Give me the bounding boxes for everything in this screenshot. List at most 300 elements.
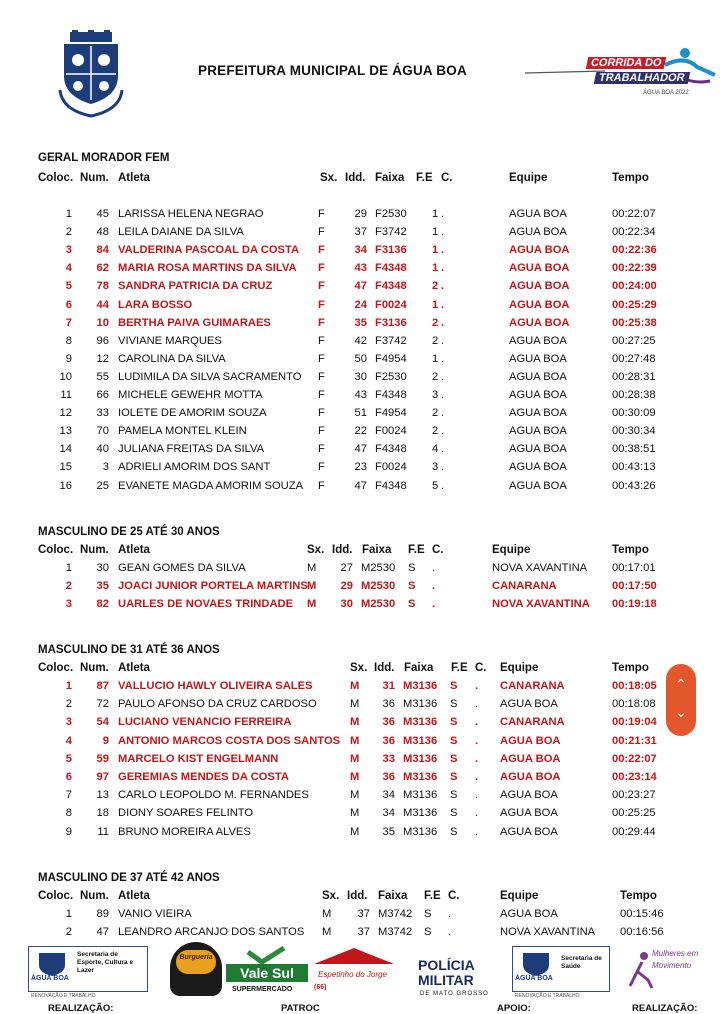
cell-faixa: F4348	[375, 389, 407, 401]
espetinho-label: Espetinho do Jorge	[318, 970, 387, 979]
cell-pos: 4	[65, 262, 72, 275]
cell-idd: 33	[382, 752, 395, 765]
cell-sx: M	[350, 716, 360, 729]
column-header-atleta: Atleta	[118, 890, 150, 902]
cell-sx: M	[350, 807, 360, 820]
cell-num: 48	[96, 226, 109, 239]
cell-sx: M	[322, 926, 332, 939]
cell-team: AGUA BOA	[509, 316, 570, 329]
cell-fe: S	[450, 771, 458, 783]
table-row	[0, 562, 720, 580]
cell-pos: 2	[65, 226, 72, 239]
check-logo-icon	[246, 946, 286, 964]
column-header-faixa: Faixa	[375, 172, 405, 184]
cell-fe: 3	[432, 389, 439, 401]
column-header-fe: F.E	[408, 544, 425, 556]
sponsor-espetinho	[312, 946, 396, 992]
cell-pos: 3	[65, 598, 72, 611]
cell-fe: 3	[432, 461, 439, 474]
cell-c: .	[475, 680, 479, 692]
cell-time: 00:27:25	[612, 334, 656, 347]
cell-team: AGUA BOA	[509, 244, 570, 257]
cell-sx: F	[318, 389, 325, 401]
cell-team: AGUA BOA	[509, 407, 567, 420]
cell-time: 00:30:34	[612, 425, 656, 438]
cell-c: .	[441, 334, 445, 347]
cell-fe: 1	[432, 298, 439, 311]
cell-name: VIVIANE MARQUES	[118, 334, 222, 347]
roof-logo-icon	[312, 946, 396, 966]
cell-time: 00:21:31	[612, 734, 657, 747]
column-header-faixa: Faixa	[378, 890, 408, 902]
cell-idd: 37	[357, 926, 370, 939]
column-header-idd: Idd.	[332, 544, 353, 556]
cell-time: 00:19:04	[612, 716, 657, 729]
cell-idd: 31	[382, 680, 395, 692]
cell-team: AGUA BOA	[509, 208, 567, 220]
table-row	[0, 335, 720, 353]
cell-name: VALLUCIO HAWLY OLIVEIRA SALES	[118, 680, 313, 692]
column-header-atleta: Atleta	[118, 172, 150, 184]
column-header-num: Num.	[80, 662, 109, 674]
apoio-policia-militar	[418, 958, 506, 998]
cell-idd: 36	[382, 771, 395, 783]
cell-pos: 8	[65, 807, 72, 820]
cell-sx: F	[318, 208, 325, 220]
column-header-c: C.	[432, 544, 444, 556]
table-row	[0, 262, 720, 280]
cell-idd: 22	[354, 425, 367, 438]
cell-name: GEAN GOMES DA SILVA	[118, 562, 246, 574]
cell-name: VALDERINA PASCOAL DA COSTA	[118, 244, 300, 257]
cell-team: AGUA BOA	[500, 908, 558, 920]
cell-fe: S	[450, 680, 458, 692]
municipal-crest-icon	[58, 30, 124, 120]
cell-time: 00:18:08	[612, 698, 656, 711]
cell-num: 55	[96, 370, 109, 383]
cell-fe: 1	[432, 352, 439, 365]
cell-fe: S	[424, 926, 432, 939]
cell-idd: 29	[340, 580, 353, 593]
cell-sx: M	[307, 580, 317, 593]
table-row	[0, 680, 720, 698]
cell-team: AGUA BOA	[509, 461, 567, 474]
cell-fe: S	[450, 789, 458, 802]
section-title: MASCULINO DE 37 ATÉ 42 ANOS	[38, 872, 220, 884]
cell-sx: M	[350, 734, 360, 747]
cell-team: AGUA BOA	[500, 734, 561, 747]
cell-idd: 51	[354, 407, 367, 420]
cell-num: 96	[96, 334, 109, 347]
cell-name: LEANDRO ARCANJO DOS SANTOS	[118, 926, 305, 939]
table-row	[0, 807, 720, 825]
realizacao-label-2: REALIZAÇÃO:	[632, 1003, 698, 1014]
cell-name: LARISSA HELENA NEGRAO	[118, 208, 264, 220]
sponsor-burgueria	[170, 942, 222, 996]
event-subtitle: ÁGUA BOA 2022	[643, 90, 689, 96]
cell-num: 12	[96, 352, 109, 365]
cell-num: 84	[96, 244, 109, 257]
cell-num: 13	[96, 789, 109, 802]
column-header-fe: F.E	[451, 662, 468, 674]
cell-idd: 23	[354, 461, 367, 474]
table-row	[0, 317, 720, 335]
cell-faixa: F4954	[375, 407, 407, 420]
cell-faixa: F0024	[375, 298, 407, 311]
cell-sx: F	[318, 479, 325, 492]
cell-faixa: M3136	[403, 680, 438, 692]
cell-name: EVANETE MAGDA AMORIM SOUZA	[118, 479, 304, 492]
cell-fe: 1	[432, 244, 439, 257]
cell-idd: 34	[382, 807, 395, 820]
cell-faixa: M2530	[361, 598, 396, 611]
cell-fe: 2	[432, 280, 439, 293]
cell-fe: 2	[432, 370, 439, 383]
patrocinio-label: PATROC	[281, 1003, 320, 1014]
column-header-c: C.	[475, 662, 487, 674]
cell-faixa: M3136	[403, 716, 438, 729]
cell-time: 00:15:46	[620, 908, 664, 920]
cell-c: .	[441, 298, 445, 311]
cell-idd: 43	[354, 262, 367, 275]
cell-sx: F	[318, 334, 325, 347]
cell-num: 97	[96, 771, 109, 783]
cell-idd: 37	[357, 908, 370, 920]
cell-team: AGUA BOA	[509, 280, 570, 293]
cell-fe: 1	[432, 226, 439, 239]
cell-c: .	[432, 562, 436, 574]
cell-pos: 1	[65, 562, 72, 574]
cell-name: LEILA DAIANE DA SILVA	[118, 226, 244, 239]
cell-name: LUDIMILA DA SILVA SACRAMENTO	[118, 370, 302, 383]
cell-name: CARLO LEOPOLDO M. FERNANDES	[118, 789, 309, 802]
cell-idd: 36	[382, 734, 395, 747]
cell-num: 47	[96, 926, 109, 939]
cell-num: 18	[96, 807, 109, 820]
cell-sx: M	[322, 908, 332, 920]
cell-faixa: F3742	[375, 226, 407, 239]
cell-name: LARA BOSSO	[118, 298, 193, 311]
cell-sx: F	[318, 244, 325, 257]
cell-team: CANARANA	[500, 680, 565, 692]
cell-team: AGUA BOA	[500, 771, 561, 783]
cell-pos: 2	[65, 926, 72, 939]
cell-faixa: F3742	[375, 334, 407, 347]
cell-team: AGUA BOA	[509, 443, 567, 456]
cell-sx: M	[350, 789, 360, 802]
cell-c: .	[441, 461, 445, 474]
cell-team: AGUA BOA	[509, 262, 570, 275]
cell-c: .	[441, 352, 445, 365]
cell-pos: 6	[65, 771, 72, 783]
cell-num: 44	[96, 298, 109, 311]
column-header-atleta: Atleta	[118, 662, 150, 674]
cell-faixa: F4954	[375, 352, 407, 365]
event-title-line2: TRABALHADOR	[594, 72, 690, 84]
cell-name: CAROLINA DA SILVA	[118, 352, 226, 365]
cell-faixa: F3136	[375, 244, 407, 257]
cell-num: 66	[96, 389, 109, 401]
cell-c: .	[475, 807, 479, 820]
cell-pos: 13	[59, 425, 72, 438]
cell-idd: 36	[382, 698, 395, 711]
cell-c: .	[432, 580, 436, 593]
cell-num: 89	[96, 908, 109, 920]
cell-pos: 1	[65, 208, 72, 220]
cell-time: 00:27:48	[612, 352, 656, 365]
cell-team: AGUA BOA	[509, 370, 567, 383]
cell-faixa: M3136	[403, 698, 438, 711]
event-title-line1: CORRIDA DO	[586, 57, 667, 69]
cell-fe: S	[450, 734, 458, 747]
table-row	[0, 425, 720, 443]
column-header-equipe: Equipe	[500, 890, 539, 902]
column-header-num: Num.	[80, 890, 109, 902]
cell-faixa: F4348	[375, 479, 407, 492]
cell-c: .	[441, 226, 445, 239]
scroll-control[interactable]	[666, 664, 696, 736]
cell-sx: M	[350, 771, 360, 783]
cell-time: 00:38:51	[612, 443, 656, 456]
column-header-atleta: Atleta	[118, 544, 150, 556]
chevron-up-icon[interactable]: ⌃	[675, 676, 687, 692]
vale-sul-sub: SUPERMERCADO	[232, 986, 293, 993]
table-row	[0, 753, 720, 771]
table-row	[0, 443, 720, 461]
cell-fe: 1	[432, 262, 439, 275]
event-logo	[525, 45, 720, 105]
column-header-sx: Sx.	[320, 172, 338, 184]
cell-name: JOACI JUNIOR PORTELA MARTINS	[118, 580, 308, 593]
table-row	[0, 580, 720, 598]
cell-fe: S	[450, 716, 458, 729]
agua-boa-crest-icon	[35, 951, 69, 977]
sponsor-tagline: RENOVAÇÃO E TRABALHO	[31, 993, 96, 999]
cell-name: ANTONIO MARCOS COSTA DOS SANTOS	[118, 734, 341, 747]
column-header-tempo: Tempo	[620, 890, 657, 902]
cell-pos: 1	[65, 908, 72, 920]
cell-team: AGUA BOA	[500, 789, 558, 802]
sponsors-footer	[0, 940, 720, 1014]
column-header-idd: Idd.	[347, 890, 368, 902]
cell-fe: 4	[432, 443, 439, 456]
table-row	[0, 371, 720, 389]
cell-faixa: F3136	[375, 316, 407, 329]
cell-pos: 15	[59, 461, 72, 474]
table-row	[0, 771, 720, 789]
column-header-num: Num.	[80, 544, 109, 556]
section-title: MASCULINO DE 31 ATÉ 36 ANOS	[38, 644, 220, 656]
column-header-coloc: Coloc.	[38, 172, 74, 184]
cell-pos: 5	[65, 280, 72, 293]
cell-name: DIONY SOARES FELINTO	[118, 807, 254, 820]
cell-team: AGUA BOA	[500, 825, 558, 838]
cell-c: .	[475, 698, 479, 711]
column-header-equipe: Equipe	[509, 172, 548, 184]
cell-time: 00:22:34	[612, 226, 656, 239]
cell-pos: 7	[65, 316, 72, 329]
cell-idd: 47	[354, 443, 367, 456]
cell-c: .	[441, 389, 445, 401]
cell-faixa: F4348	[375, 262, 407, 275]
cell-num: 3	[102, 461, 109, 474]
cell-num: 59	[96, 752, 109, 765]
sponsor-city-label: ÁGUA BOA	[31, 975, 69, 982]
cell-sx: F	[318, 443, 325, 456]
cell-pos: 16	[59, 479, 72, 492]
cell-num: 70	[96, 425, 109, 438]
sponsor-vale-sul	[226, 946, 308, 998]
cell-sx: M	[350, 825, 360, 838]
cell-faixa: F0024	[375, 425, 407, 438]
cell-name: GEREMIAS MENDES DA COSTA	[118, 771, 289, 783]
cell-time: 00:22:36	[612, 244, 657, 257]
column-header-sx: Sx.	[322, 890, 340, 902]
cell-num: 9	[102, 734, 109, 747]
cell-team: AGUA BOA	[509, 334, 567, 347]
cell-team: AGUA BOA	[509, 352, 567, 365]
cell-sx: M	[307, 598, 317, 611]
cell-num: 54	[96, 716, 109, 729]
cell-pos: 8	[65, 334, 72, 347]
cell-name: BERTHA PAIVA GUIMARAES	[118, 316, 271, 329]
table-row	[0, 698, 720, 716]
cell-time: 00:22:07	[612, 208, 656, 220]
cell-c: .	[441, 443, 445, 456]
cell-idd: 42	[354, 334, 367, 347]
cell-c: .	[448, 926, 452, 939]
sponsor-dept-label: Secretaria de Esporte, Cultura e Lazer	[77, 951, 133, 974]
cell-sx: F	[318, 425, 325, 438]
cell-idd: 30	[354, 370, 367, 383]
cell-pos: 3	[65, 716, 72, 729]
realizacao-mulheres	[622, 944, 702, 996]
table-row	[0, 407, 720, 425]
cell-num: 35	[96, 580, 109, 593]
cell-pos: 6	[65, 298, 72, 311]
cell-num: 33	[96, 407, 109, 420]
cell-time: 00:23:27	[612, 789, 656, 802]
cell-name: JULIANA FREITAS DA SILVA	[118, 443, 265, 456]
cell-c: .	[441, 280, 445, 293]
cell-time: 00:17:50	[612, 580, 657, 593]
cell-time: 00:30:09	[612, 407, 656, 420]
cell-pos: 1	[65, 680, 72, 692]
cell-c: .	[441, 316, 445, 329]
cell-team: AGUA BOA	[509, 479, 567, 492]
cell-sx: F	[318, 370, 325, 383]
cell-pos: 11	[60, 389, 72, 401]
cell-name: VANIO VIEIRA	[118, 908, 192, 920]
cell-c: .	[475, 789, 479, 802]
table-row	[0, 299, 720, 317]
section-title: MASCULINO DE 25 ATÉ 30 ANOS	[38, 526, 220, 538]
cell-team: AGUA BOA	[509, 298, 570, 311]
cell-faixa: M3742	[378, 908, 413, 920]
cell-fe: 2	[432, 425, 439, 438]
cell-team: AGUA BOA	[500, 807, 558, 820]
cell-c: .	[475, 771, 479, 783]
policia-label: POLÍCIA MILITAR	[418, 957, 475, 988]
cell-time: 00:18:05	[612, 680, 657, 692]
apoio-dept-label: Secretaria de Saúde	[561, 955, 602, 970]
table-row	[0, 598, 720, 616]
cell-sx: M	[350, 752, 360, 765]
chevron-down-icon[interactable]: ⌄	[675, 704, 687, 720]
cell-c: .	[475, 825, 479, 838]
column-header-c: C.	[448, 890, 460, 902]
cell-fe: S	[450, 825, 458, 838]
cell-sx: F	[318, 316, 325, 329]
column-header-coloc: Coloc.	[38, 890, 74, 902]
cell-c: .	[441, 370, 445, 383]
cell-time: 00:43:26	[612, 479, 656, 492]
espetinho-phone: (66)	[314, 984, 327, 991]
cell-time: 00:25:38	[612, 316, 657, 329]
cell-c: .	[441, 479, 445, 492]
cell-team: NOVA XAVANTINA	[492, 562, 588, 574]
cell-pos: 7	[65, 789, 72, 802]
page-header	[0, 0, 720, 130]
cell-c: .	[441, 262, 445, 275]
apoio-label: APOIO:	[497, 1003, 531, 1014]
column-header-faixa: Faixa	[404, 662, 434, 674]
cell-idd: 27	[340, 562, 353, 574]
cell-sx: F	[318, 226, 325, 239]
column-header-sx: Sx.	[350, 662, 368, 674]
cell-c: .	[441, 208, 445, 220]
cell-time: 00:25:25	[612, 807, 656, 820]
table-row	[0, 280, 720, 298]
cell-fe: S	[408, 562, 416, 574]
section-title: GERAL MORADOR FEM	[38, 152, 170, 164]
cell-sx: F	[318, 262, 325, 275]
cell-c: .	[441, 244, 445, 257]
cell-team: AGUA BOA	[509, 389, 567, 401]
cell-pos: 12	[59, 407, 72, 420]
cell-num: 30	[96, 562, 109, 574]
cell-faixa: M3136	[403, 789, 438, 802]
cell-num: 82	[96, 598, 109, 611]
cell-num: 11	[97, 825, 109, 838]
cell-sx: M	[350, 698, 360, 711]
cell-team: NOVA XAVANTINA	[500, 926, 596, 939]
cell-sx: F	[318, 407, 325, 420]
cell-faixa: F4348	[375, 280, 407, 293]
page-title: PREFEITURA MUNICIPAL DE ÁGUA BOA	[198, 63, 467, 78]
table-row	[0, 789, 720, 807]
table-row	[0, 826, 720, 844]
cell-c: .	[441, 407, 445, 420]
cell-idd: 34	[382, 789, 395, 802]
column-header-num: Num.	[80, 172, 109, 184]
cell-faixa: M2530	[361, 562, 396, 574]
vale-sul-label: Vale Sul	[226, 964, 308, 982]
cell-time: 00:19:18	[612, 598, 657, 611]
cell-idd: 29	[354, 208, 367, 220]
cell-num: 62	[96, 262, 109, 275]
cell-sx: M	[350, 680, 360, 692]
column-header-sx: Sx.	[307, 544, 325, 556]
cell-num: 78	[96, 280, 109, 293]
cell-pos: 4	[65, 734, 72, 747]
cell-faixa: F4348	[375, 443, 407, 456]
cell-team: CANARANA	[492, 580, 557, 593]
cell-pos: 14	[59, 443, 72, 456]
column-header-equipe: Equipe	[492, 544, 531, 556]
cell-team: AGUA BOA	[509, 425, 567, 438]
cell-faixa: M3136	[403, 752, 438, 765]
